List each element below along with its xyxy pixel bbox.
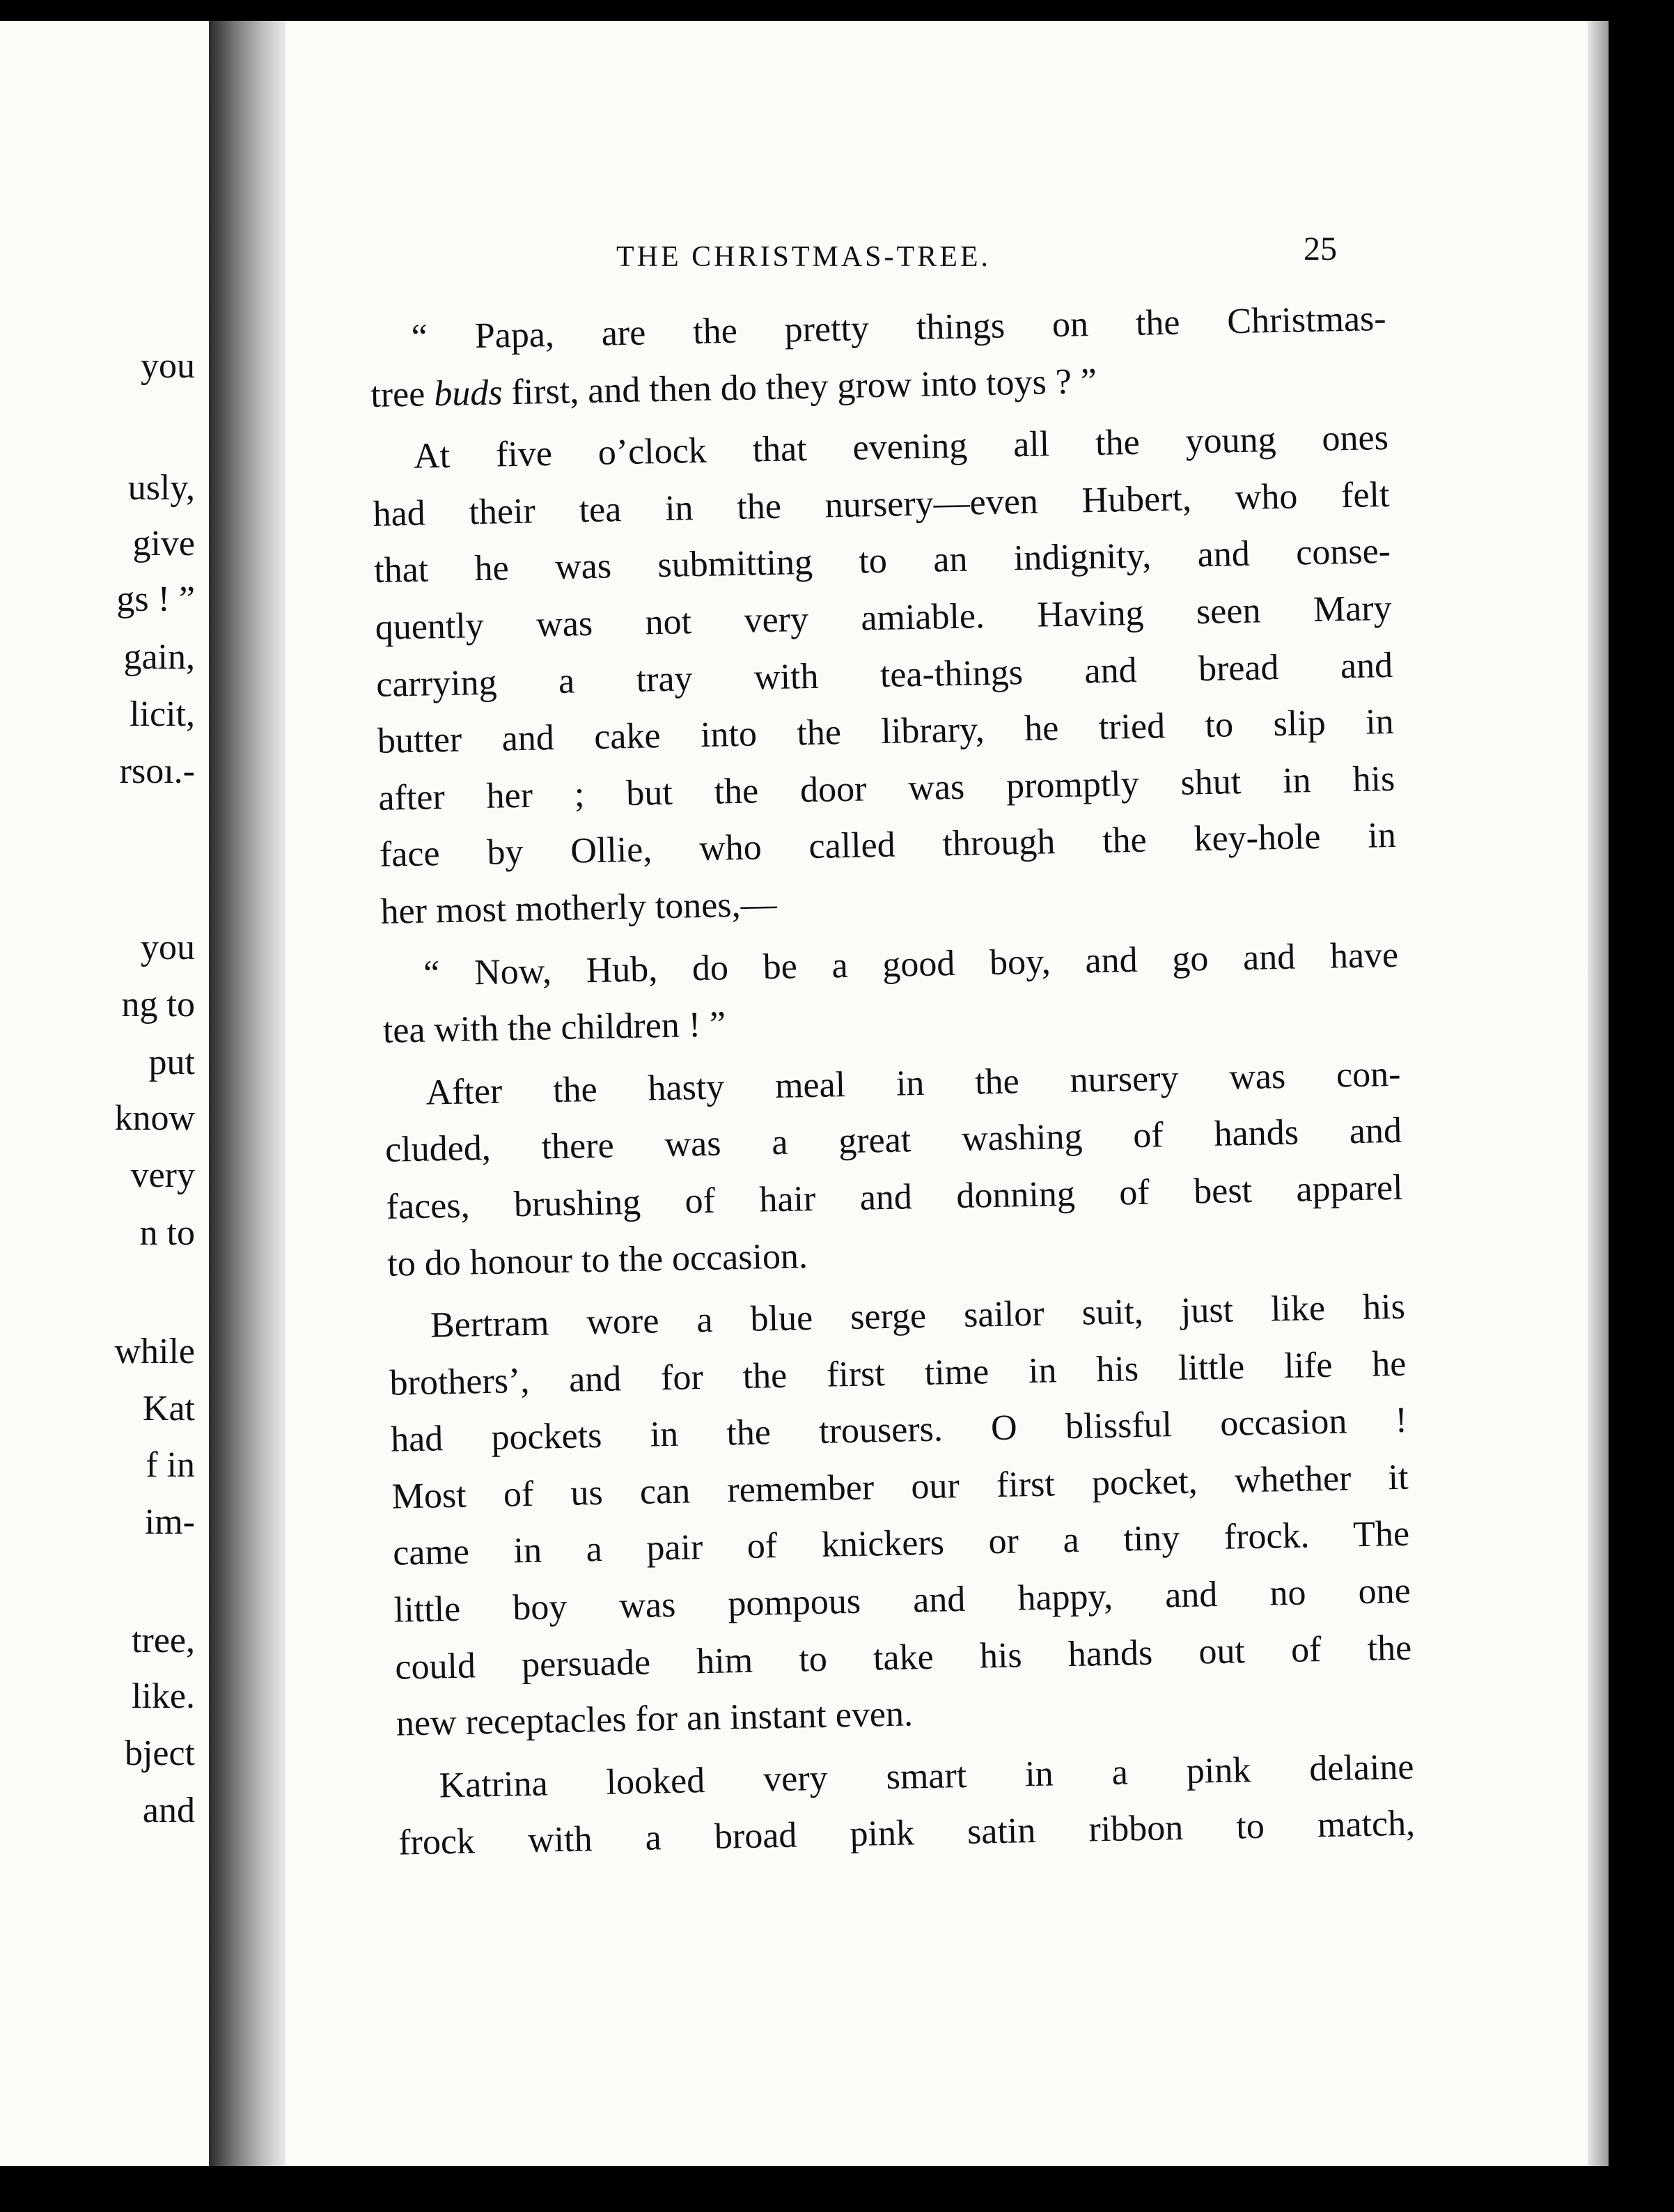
text-line: had their tea in the nursery—even Hubert, who felt bbox=[373, 474, 1390, 534]
text-line: “ Now, Hub, do be a good boy, and go and have bbox=[423, 935, 1399, 994]
left-page-line: rsoı.- bbox=[119, 751, 195, 791]
text-line: faces, brushing of hair and donning of best apparel bbox=[386, 1167, 1404, 1227]
text-line: After the hasty meal in the nursery was con- bbox=[425, 1054, 1401, 1113]
text-line: came in a pair of knickers or a tiny frock. The bbox=[392, 1514, 1410, 1574]
left-page-line: gs ! ” bbox=[116, 579, 195, 619]
text-line: that he was submitting to an indignity, and conse- bbox=[373, 531, 1391, 591]
left-page-line: and bbox=[142, 1791, 195, 1830]
text-line: At five o’clock that evening all the young ones bbox=[413, 418, 1389, 476]
text-line: butter and cake into the library, he tried to slip in bbox=[377, 702, 1395, 762]
text-line: Most of us can remember our first pocket, whether it bbox=[391, 1457, 1409, 1517]
text-line: after her ; but the door was promptly shut in his bbox=[377, 758, 1395, 818]
left-page-line: Kat bbox=[142, 1389, 195, 1428]
text-line: face by Ollie, who called through the key-hole in bbox=[379, 816, 1397, 875]
left-page-line: give bbox=[132, 524, 195, 563]
text-line: quently was not very amiable. Having seen Mary bbox=[375, 588, 1393, 648]
text-line: frock with a broad pink satin ribbon to match, bbox=[398, 1804, 1416, 1864]
left-page-line: n to bbox=[139, 1213, 195, 1253]
text-line: carrying a tray with tea-things and bread and bbox=[375, 645, 1393, 705]
left-page-line: put bbox=[148, 1043, 195, 1082]
running-head: THE CHRISTMAS-TREE. bbox=[616, 241, 991, 273]
left-page-line: while bbox=[114, 1332, 195, 1371]
left-page-line: know bbox=[114, 1098, 195, 1138]
left-page-line: like. bbox=[132, 1676, 195, 1716]
body-text bbox=[369, 290, 1416, 1872]
left-page-line: ng to bbox=[121, 985, 195, 1025]
left-page-line: im- bbox=[144, 1502, 195, 1542]
text-line: had pockets in the trousers. O blissful occasion ! bbox=[390, 1400, 1408, 1460]
left-page-line: you bbox=[141, 928, 195, 967]
previous-page-fragment bbox=[0, 21, 209, 2166]
text-line: cluded, there was a great washing of hands and bbox=[384, 1111, 1402, 1171]
page-number: 25 bbox=[1304, 231, 1337, 267]
text-line: brothers’, and for the first time in his little life he bbox=[389, 1343, 1407, 1403]
text-line: Katrina looked very smart in a pink delaine bbox=[439, 1747, 1414, 1806]
text-line: to do honour to the occasion. bbox=[386, 1236, 808, 1284]
text-line: tree buds first, and then do they grow into toys ? ” bbox=[370, 361, 1097, 415]
text-line: tea with the children ! ” bbox=[382, 1004, 726, 1051]
left-page-line: bject bbox=[124, 1734, 195, 1773]
left-page-line: licit, bbox=[130, 694, 195, 734]
left-page-line: usly, bbox=[127, 468, 195, 508]
page-edge bbox=[1588, 21, 1609, 2166]
text-line: could persuade him to take his hands out of the bbox=[394, 1628, 1412, 1688]
left-page-line: very bbox=[130, 1155, 195, 1195]
text-line: Bertram wore a blue serge sailor suit, just like his bbox=[430, 1286, 1406, 1346]
text-line: her most motherly tones,— bbox=[380, 884, 778, 932]
book-gutter bbox=[209, 21, 285, 2166]
text-line: little boy was pompous and happy, and no one bbox=[393, 1571, 1411, 1630]
left-page-line: tree, bbox=[132, 1621, 195, 1660]
left-page-line: f in bbox=[146, 1445, 195, 1485]
text-line: new receptacles for an instant even. bbox=[396, 1694, 914, 1744]
text-line: “ Papa, are the pretty things on the Christmas- bbox=[411, 298, 1387, 357]
left-page-line: gain, bbox=[123, 637, 195, 677]
left-page-line: you bbox=[141, 346, 195, 386]
